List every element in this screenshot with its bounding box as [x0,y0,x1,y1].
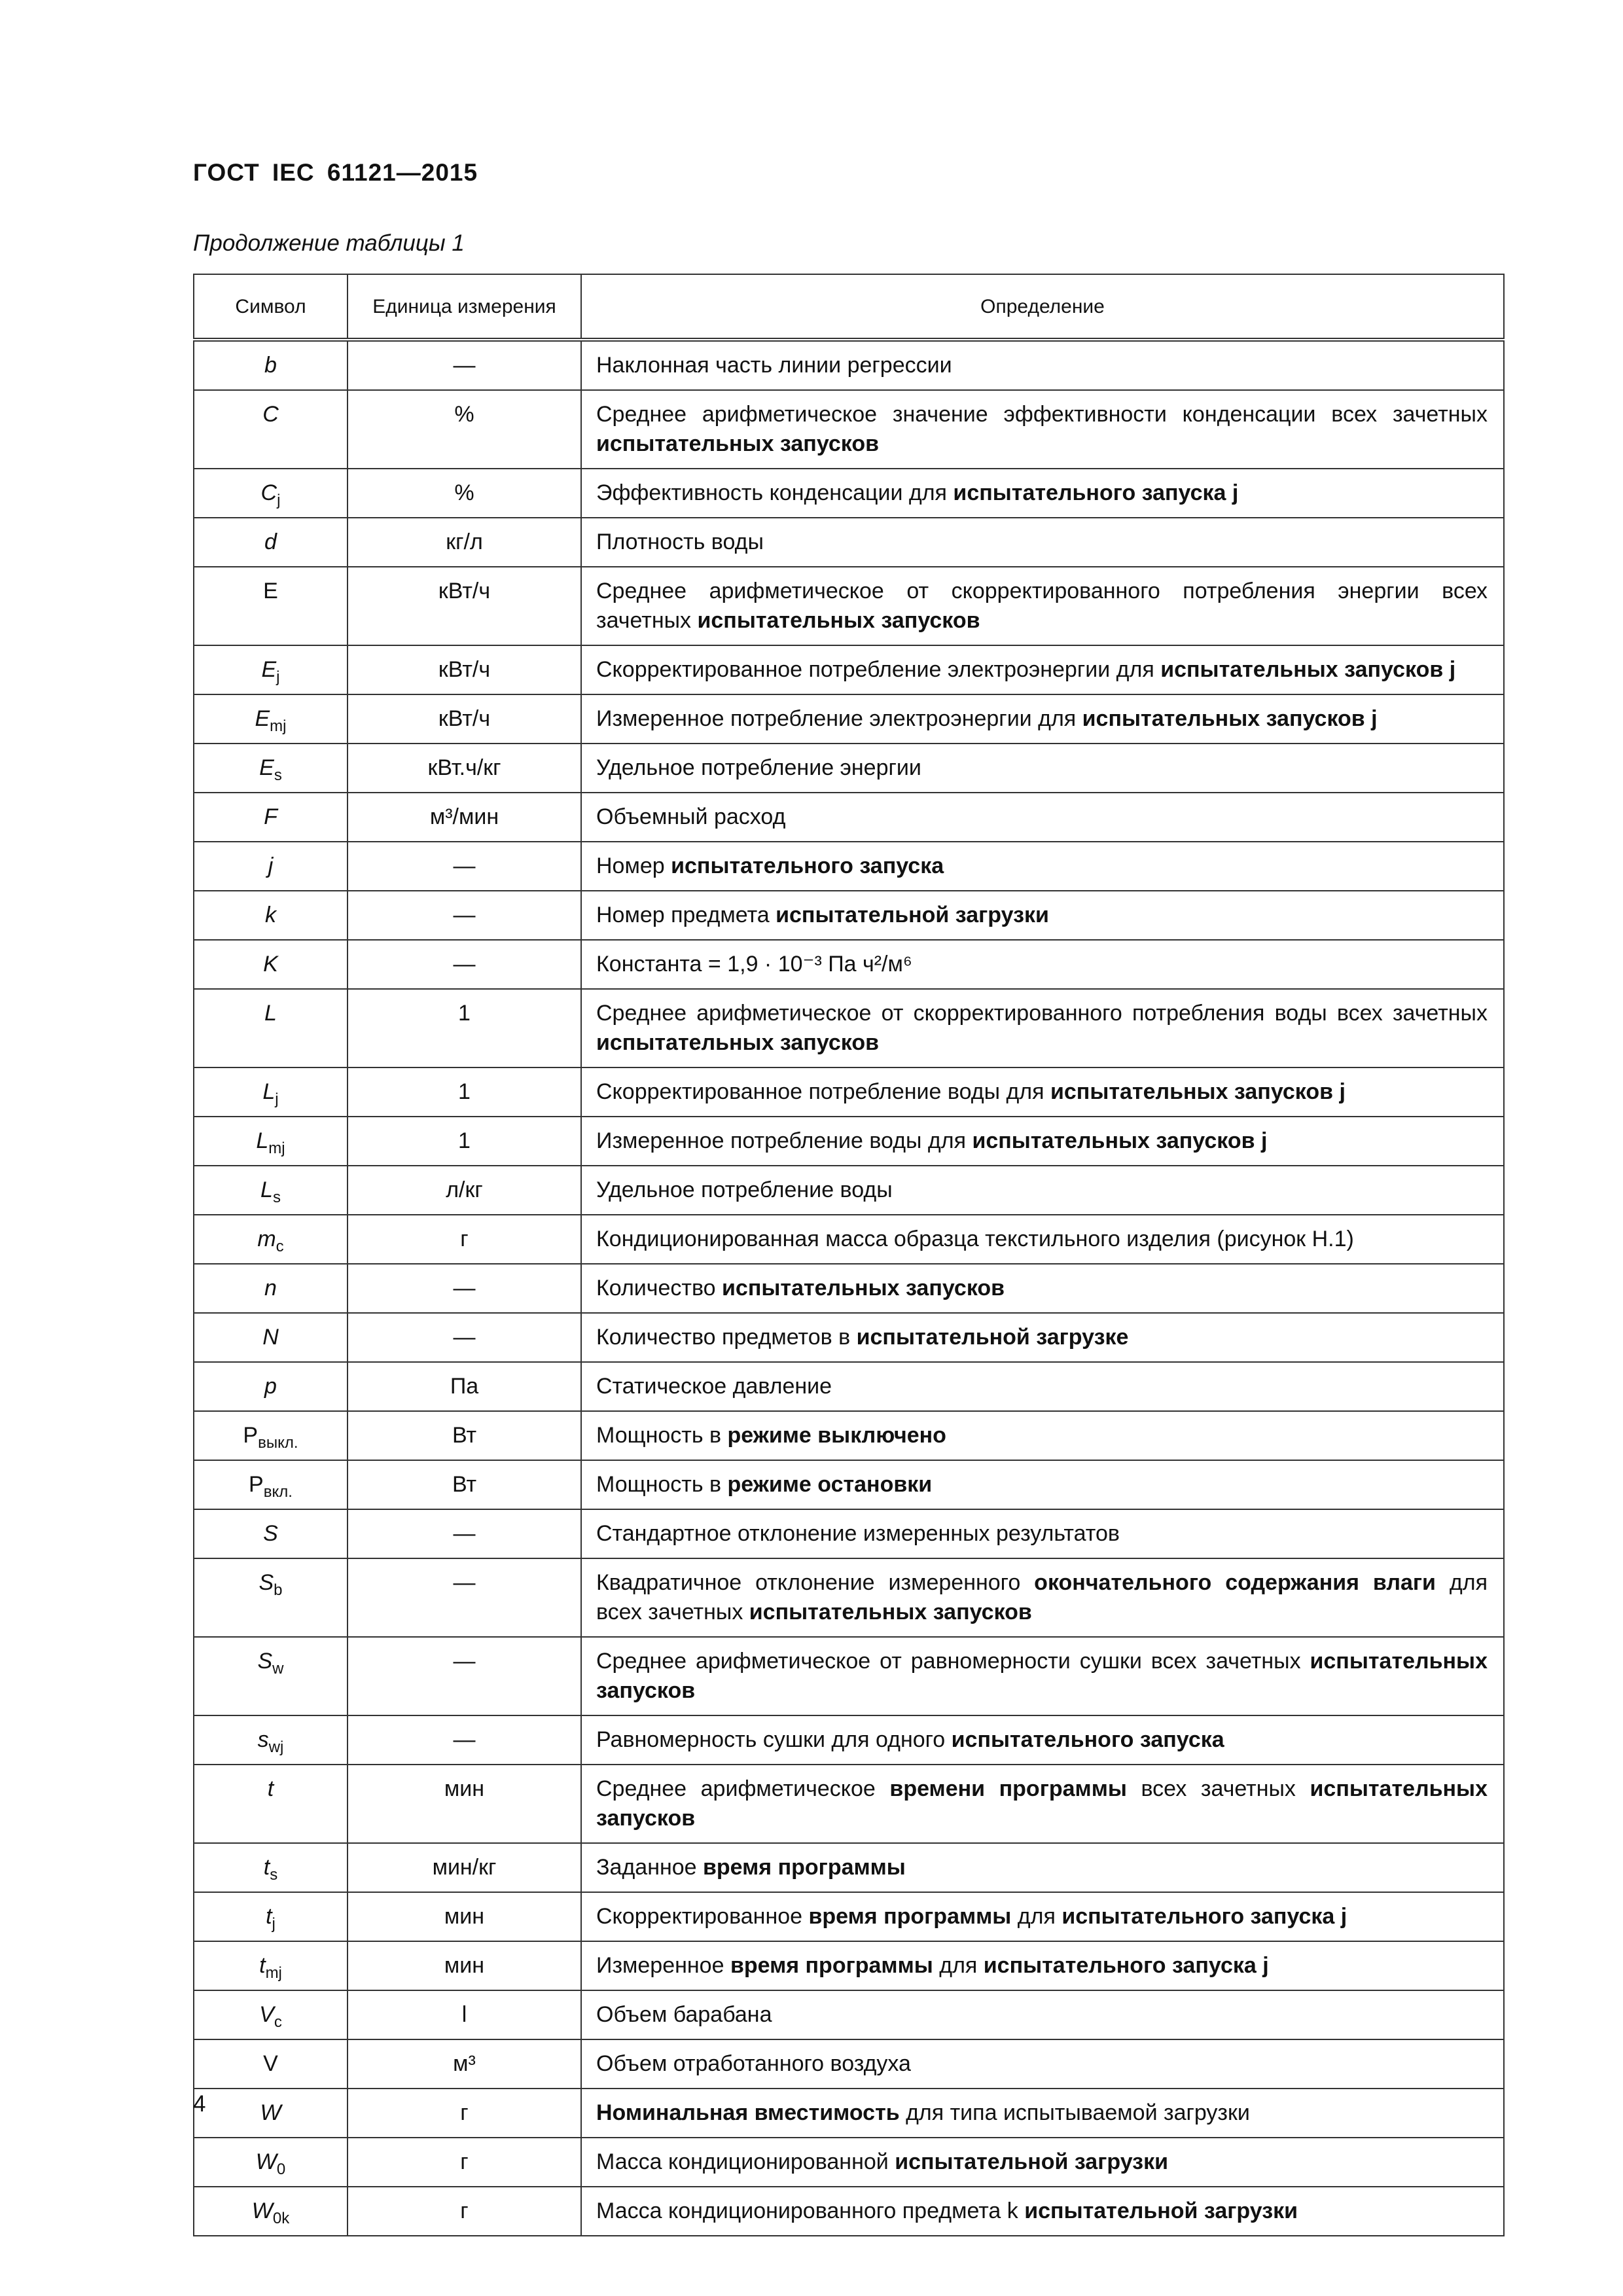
unit-cell: l [348,1990,581,2039]
definition-cell [581,1313,1504,1362]
symbol-subscript: s [274,766,282,784]
symbol-cell [194,1990,348,2039]
unit-cell: — [348,1637,581,1715]
defined-term: испытательного запуска [951,1727,1224,1752]
symbol-letter: C [262,402,279,427]
definition-cell [581,842,1504,891]
definition-text: для типа испытываемой загрузки [899,2100,1250,2125]
symbol-cell [194,744,348,793]
symbol-cell [194,989,348,1067]
definition-text: Измеренное потребление воды для [596,1128,972,1153]
unit-cell: — [348,1313,581,1362]
unit-cell: мин [348,1941,581,1990]
definition-cell [581,1765,1504,1843]
unit-cell: г [348,2187,581,2236]
table-row [194,744,1504,793]
table-row [194,940,1504,989]
symbol-letter: S [259,1570,274,1595]
symbol-cell [194,2138,348,2187]
definition-text: Масса кондиционированной [596,2149,895,2174]
table-row [194,694,1504,744]
symbol-cell [194,1067,348,1117]
unit-cell: — [348,1509,581,1558]
defined-term: испытательных запусков j [1160,657,1456,682]
definition-text: Среднее арифметическое от скорректированного потребления воды всех зачетных [596,1001,1488,1026]
definition-text: Плотность воды [596,529,764,554]
symbol-subscript: j [272,1915,276,1933]
document-title: ГОСТ IEC 61121—2015 [193,159,478,186]
symbol-letter: F [264,804,277,829]
table-row [194,1990,1504,2039]
symbol-letter: P [243,1423,259,1448]
definition-cell [581,2138,1504,2187]
definition-cell [581,940,1504,989]
definition-cell [581,1460,1504,1509]
definition-cell [581,1362,1504,1411]
symbol-subscript: mj [268,1139,285,1157]
symbol-letter: b [264,353,277,378]
symbol-letter: S [263,1521,278,1546]
table-row [194,989,1504,1067]
symbol-cell [194,940,348,989]
defined-term: режиме выключено [727,1423,946,1448]
definition-text: Количество [596,1276,722,1300]
symbol-subscript: mj [270,717,287,735]
symbol-cell [194,1509,348,1558]
symbol-letter: E [259,755,274,780]
table-row [194,1558,1504,1637]
table-row [194,645,1504,694]
column-header-definition: Определение [581,274,1504,340]
unit-cell: Вт [348,1460,581,1509]
symbol-cell [194,1765,348,1843]
definition-cell [581,989,1504,1067]
definition-text: для [1011,1904,1062,1929]
unit-cell: Па [348,1362,581,1411]
symbol-cell [194,1411,348,1460]
unit-cell: г [348,2138,581,2187]
table-row [194,1843,1504,1892]
definition-text: Среднее арифметическое от скорректированного потребления энергии всех зачетных [596,579,1488,633]
symbol-letter: P [249,1472,264,1497]
unit-cell: % [348,390,581,469]
table-row [194,842,1504,891]
symbol-subscript: j [276,668,280,686]
definition-text: Скорректированное [596,1904,809,1929]
symbol-subscript: wj [268,1738,284,1756]
defined-term: испытательных запусков [749,1600,1032,1624]
symbols-table [193,274,1505,2236]
symbol-cell [194,2187,348,2236]
symbol-letter: S [257,1649,273,1674]
symbol-letter: n [264,1276,277,1300]
symbol-cell [194,842,348,891]
definition-cell [581,567,1504,645]
symbol-subscript: j [277,492,281,509]
symbol-subscript: c [276,1238,284,1255]
symbol-subscript: w [272,1660,284,1677]
symbol-cell [194,1637,348,1715]
symbol-subscript: mj [265,1964,282,1982]
definition-cell [581,2039,1504,2089]
definition-cell [581,1117,1504,1166]
unit-cell: мин [348,1765,581,1843]
symbol-letter: j [268,853,274,878]
table-row [194,1313,1504,1362]
definition-cell [581,1558,1504,1637]
symbol-letter: t [266,1904,272,1929]
defined-term: испытательной загрузки [776,903,1049,927]
definition-text: Скорректированное потребление электроэнергии для [596,657,1161,682]
definition-text: Квадратичное отклонение измеренного [596,1570,1035,1595]
symbol-cell [194,1558,348,1637]
symbol-letter: L [256,1128,269,1153]
defined-term: режиме остановки [727,1472,933,1497]
defined-term: времени программы [889,1776,1127,1801]
symbol-subscript: вкл. [263,1483,293,1501]
symbol-cell [194,2089,348,2138]
defined-term: испытательных запусков j [1082,706,1378,731]
table-row [194,1117,1504,1166]
symbol-letter: E [255,706,270,731]
definition-cell [581,891,1504,940]
unit-cell: кВт/ч [348,694,581,744]
definition-text: для [933,1953,984,1978]
defined-term: испытательных запусков j [1050,1079,1346,1104]
symbol-subscript: выкл. [258,1434,298,1452]
definition-cell [581,1264,1504,1313]
defined-term: испытательного запуска j [1061,1904,1347,1929]
definition-text: Объем барабана [596,2002,772,2027]
defined-term: время программы [730,1953,933,1978]
table-row [194,567,1504,645]
symbol-letter: m [257,1227,276,1251]
symbol-subscript: c [274,2013,282,2031]
unit-cell: кВт/ч [348,645,581,694]
symbol-letter: t [263,1855,270,1880]
definition-text: Константа = 1,9 · 10⁻³ Па ч²/м⁶ [596,952,912,977]
symbol-letter: W [251,2198,273,2223]
symbol-cell [194,567,348,645]
defined-term: время программы [808,1904,1012,1929]
symbol-cell [194,469,348,518]
definition-text: Заданное [596,1855,704,1880]
definition-text: Масса кондиционированного предмета k [596,2198,1025,2223]
table-row [194,793,1504,842]
symbol-cell [194,1941,348,1990]
symbol-letter: W [260,2100,281,2125]
definition-cell [581,518,1504,567]
defined-term: испытательной загрузки [895,2149,1168,2174]
definition-cell [581,1067,1504,1117]
unit-cell: — [348,891,581,940]
definition-cell [581,1843,1504,1892]
defined-term: испытательного запуска j [983,1953,1269,1978]
defined-term: испытательного запуска [671,853,944,878]
definition-cell [581,1215,1504,1264]
unit-cell: м³/мин [348,793,581,842]
symbol-subscript: b [274,1581,283,1599]
defined-term: испытательной загрузки [1024,2198,1298,2223]
definition-cell [581,645,1504,694]
defined-term: испытательных запусков [697,608,980,633]
symbol-letter: t [267,1776,274,1801]
symbol-subscript: 0k [272,2210,290,2227]
definition-text: Объемный расход [596,804,786,829]
definition-cell [581,694,1504,744]
table-row [194,1362,1504,1411]
table-row [194,1264,1504,1313]
definition-text: Количество предметов в [596,1325,857,1350]
symbol-cell [194,891,348,940]
unit-cell: кг/л [348,518,581,567]
symbol-letter: E [261,657,277,682]
table-body [194,340,1504,2236]
table-row [194,1215,1504,1264]
definition-text: Удельное потребление энергии [596,755,921,780]
symbol-cell [194,1166,348,1215]
unit-cell: л/кг [348,1166,581,1215]
definition-text: Мощность в [596,1423,728,1448]
definition-cell [581,1892,1504,1941]
defined-term: Номинальная вместимость [596,2100,900,2125]
definition-text: Равномерность сушки для одного [596,1727,952,1752]
defined-term: испытательных запусков [596,1649,1488,1703]
symbol-letter: s [257,1727,269,1752]
defined-term: окончательного содержания влаги [1034,1570,1436,1595]
table-header-row [194,274,1504,340]
symbol-cell [194,340,348,390]
defined-term: испытательного запуска j [953,480,1239,505]
unit-cell: — [348,1715,581,1765]
unit-cell: кВт.ч/кг [348,744,581,793]
definition-text: Удельное потребление воды [596,1177,893,1202]
symbol-subscript: j [275,1090,279,1108]
defined-term: испытательных запусков [596,1030,880,1055]
definition-cell [581,744,1504,793]
table-row [194,518,1504,567]
table-row [194,1067,1504,1117]
symbol-letter: L [260,1177,273,1202]
definition-cell [581,793,1504,842]
table-row [194,1637,1504,1715]
symbol-letter: W [255,2149,277,2174]
symbol-cell [194,1362,348,1411]
defined-term: испытательных запусков [722,1276,1005,1300]
unit-cell: кВт/ч [348,567,581,645]
definition-text: Статическое давление [596,1374,832,1399]
table-row [194,390,1504,469]
unit-cell: — [348,1264,581,1313]
column-header-unit: Единица измерения [348,274,581,340]
table-row [194,1765,1504,1843]
unit-cell: г [348,1215,581,1264]
table-row [194,2187,1504,2236]
definition-text: Мощность в [596,1472,728,1497]
unit-cell: 1 [348,989,581,1067]
table-row [194,1509,1504,1558]
definition-text: Кондиционированная масса образца текстильного изделия (рисунок Н.1) [596,1227,1354,1251]
symbol-letter: V [263,2051,278,2076]
symbol-cell [194,1892,348,1941]
table-caption: Продолжение таблицы 1 [193,230,465,256]
definition-cell [581,1411,1504,1460]
defined-term: испытательных запусков [596,431,880,456]
symbol-cell [194,1117,348,1166]
symbol-cell [194,1843,348,1892]
defined-term: испытательной загрузке [856,1325,1129,1350]
symbol-letter: p [264,1374,277,1399]
definition-text: Среднее арифметическое значение эффективности конденсации всех зачетных [596,402,1488,427]
unit-cell: 1 [348,1117,581,1166]
symbol-cell [194,518,348,567]
definition-cell [581,1941,1504,1990]
page-number: 4 [193,2091,206,2117]
definition-text: Скорректированное потребление воды для [596,1079,1050,1104]
definition-text: всех зачетных [1126,1776,1310,1801]
definition-text: Номер предмета [596,903,776,927]
symbol-cell [194,694,348,744]
table-row [194,2039,1504,2089]
definition-cell [581,2089,1504,2138]
table-row [194,469,1504,518]
column-header-symbol: Символ [194,274,348,340]
definition-cell [581,469,1504,518]
unit-cell: м³ [348,2039,581,2089]
definition-cell [581,1166,1504,1215]
definition-text: Эффективность конденсации для [596,480,954,505]
definition-text: Среднее арифметическое от равномерности сушки всех зачетных [596,1649,1310,1674]
symbol-letter: d [264,529,277,554]
definition-text: Номер [596,853,671,878]
definition-text: Измеренное [596,1953,730,1978]
unit-cell: 1 [348,1067,581,1117]
definition-text: Измеренное потребление электроэнергии для [596,706,1082,731]
symbol-cell [194,390,348,469]
definition-text: Стандартное отклонение измеренных результатов [596,1521,1120,1546]
symbol-cell [194,2039,348,2089]
table-row [194,1460,1504,1509]
symbol-letter: L [264,1001,277,1026]
definition-cell [581,390,1504,469]
definition-text: Объем отработанного воздуха [596,2051,911,2076]
unit-cell: — [348,842,581,891]
definition-text: для всех зачетных [596,1570,1488,1624]
symbol-letter: V [259,2002,274,2027]
symbol-cell [194,1313,348,1362]
symbol-subscript: s [270,1866,278,1884]
definition-cell [581,1715,1504,1765]
symbol-cell [194,645,348,694]
unit-cell: — [348,1558,581,1637]
symbol-cell [194,793,348,842]
table-row [194,340,1504,390]
symbol-letter: L [262,1079,276,1104]
symbol-cell [194,1715,348,1765]
table-row [194,1166,1504,1215]
symbol-letter: k [265,903,276,927]
defined-term: время программы [703,1855,906,1880]
table-row [194,1941,1504,1990]
definition-cell [581,340,1504,390]
definition-cell [581,2187,1504,2236]
table-row [194,1892,1504,1941]
definition-cell [581,1990,1504,2039]
symbol-subscript: s [272,1189,281,1206]
table-row [194,891,1504,940]
symbol-cell [194,1264,348,1313]
definition-text: Среднее арифметическое [596,1776,890,1801]
definition-cell [581,1509,1504,1558]
definition-text: Наклонная часть линии регрессии [596,353,952,378]
symbol-cell [194,1460,348,1509]
table-row [194,2089,1504,2138]
symbol-letter: t [259,1953,266,1978]
unit-cell: г [348,2089,581,2138]
symbol-letter: N [262,1325,279,1350]
defined-term: испытательных запусков [596,1776,1488,1831]
definition-cell [581,1637,1504,1715]
unit-cell: Вт [348,1411,581,1460]
table-row [194,1715,1504,1765]
table-row [194,2138,1504,2187]
unit-cell: мин [348,1892,581,1941]
symbol-letter: C [260,480,277,505]
unit-cell: — [348,340,581,390]
unit-cell: — [348,940,581,989]
symbol-letter: K [263,952,278,977]
table-row [194,1411,1504,1460]
symbol-subscript: 0 [276,2161,286,2178]
symbol-cell [194,1215,348,1264]
defined-term: испытательных запусков j [972,1128,1268,1153]
symbol-letter: E [263,579,278,603]
unit-cell: мин/кг [348,1843,581,1892]
unit-cell: % [348,469,581,518]
